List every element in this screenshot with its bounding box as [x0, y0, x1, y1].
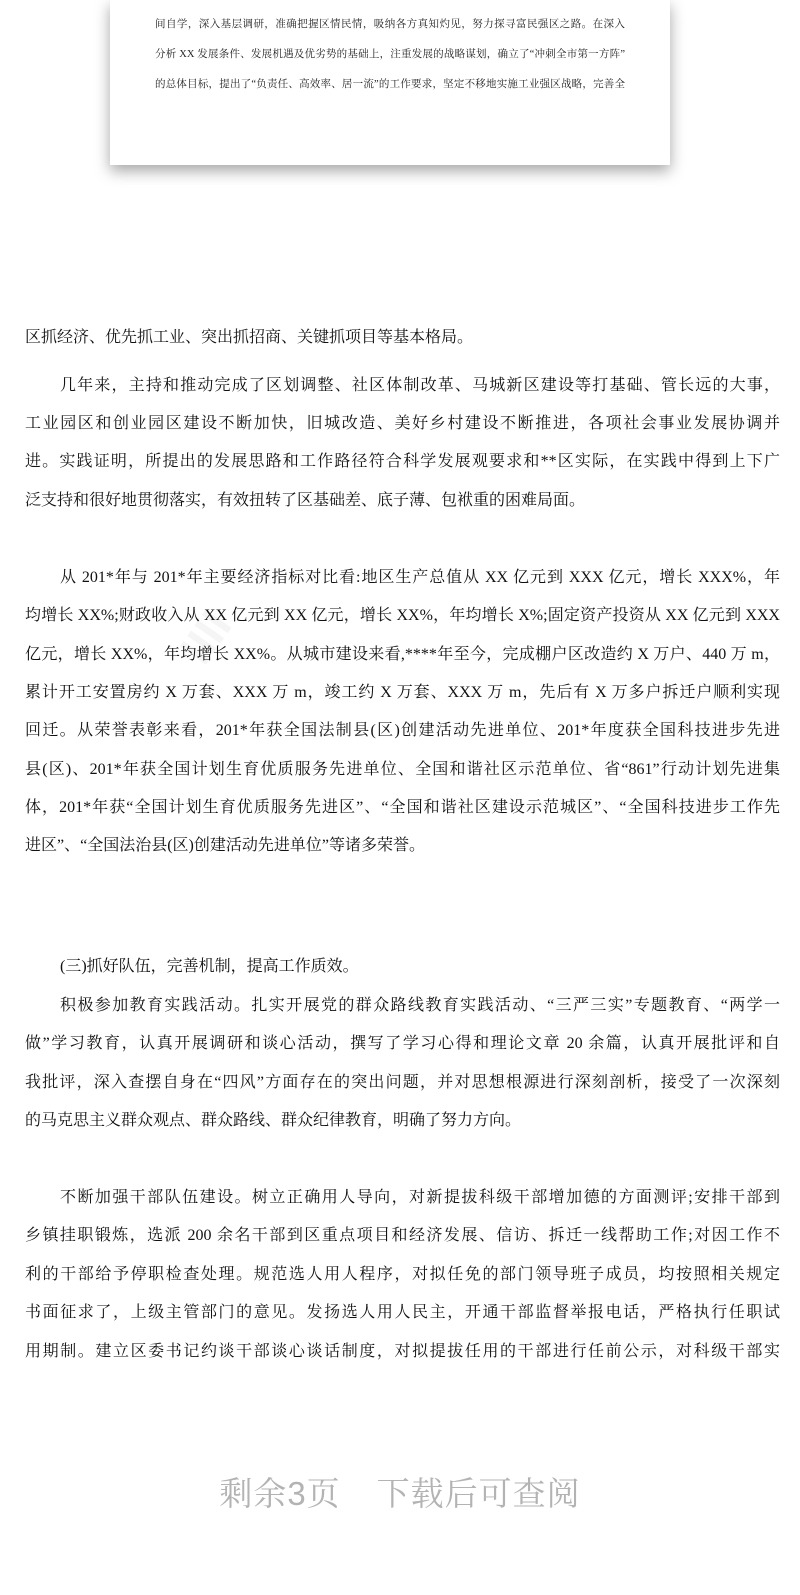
text-line: 泛支持和很好地贯彻落实，有效扭转了区基础差、底子薄、包袱重的困难局面。 [25, 492, 586, 509]
preview-page-card [110, 0, 670, 165]
text-line: 亿元，增长 XX%，年均增长 XX%。从城市建设来看,****年至今，完成棚户区改造约 X 万户、440 万 m， [25, 646, 780, 663]
text-line: 的马克思主义群众观点、群众路线、群众纪律教育，明确了努力方向。 [25, 1112, 522, 1129]
text-line: 工业园区和创业园区建设不断加快，旧城改造、美好乡村建设不断推进，各项社会事业发展协调并 [25, 415, 780, 432]
text-line: 我批评，深入查摆自身在“四风”方面存在的突出问题，并对思想根源进行深刻剖析，接受了一次深刻 [25, 1074, 780, 1091]
text-line: 做”学习教育，认真开展调研和谈心活动，撰写了学习心得和理论文章 20 余篇，认真开展批评和自 [25, 1035, 780, 1052]
text-line: 区抓经济、优先抓工业、突出抓招商、关键抓项目等基本格局。 [25, 329, 474, 346]
text-line: 积极参加教育实践活动。扎实开展党的群众路线教育实践活动、“三严三实”专题教育、“两学一 [60, 997, 780, 1014]
text-line: 从 201*年与 201*年主要经济指标对比看:地区生产总值从 XX 亿元到 XXX 亿元，增长 XXX%，年 [60, 569, 780, 586]
download-to-read-text: 下载后可查阅 [376, 1475, 581, 1512]
text-line: 乡镇挂职锻炼，选派 200 余名干部到区重点项目和经济发展、信访、拆迁一线帮助工作;对因工作不 [25, 1227, 780, 1244]
preview-line: 的总体目标，提出了“负责任、高效率、居一流”的工作要求，坚定不移地实施工业强区战略，完善全 [155, 79, 625, 90]
text-line: 累计开工安置房约 X 万套、XXX 万 m，竣工约 X 万套、XXX 万 m，先后有 X 万多户拆迁户顺利实现 [25, 684, 780, 701]
text-line: 用期制。建立区委书记约谈干部谈心谈话制度，对拟提拔任用的干部进行任前公示，对科级干部实 [25, 1343, 780, 1360]
text-line: 均增长 XX%;财政收入从 XX 亿元到 XX 亿元，增长 XX%，年均增长 X%;固定资产投资从 XX 亿元到 XXX [25, 607, 780, 624]
download-prompt[interactable] [0, 1468, 800, 1515]
text-line: 书面征求了，上级主管部门的意见。发扬选人用人民主，开通干部监督举报电话，严格执行任职试 [25, 1304, 780, 1321]
remaining-pages-text: 剩余3页 [219, 1475, 341, 1512]
preview-line: 分析 XX 发展条件、发展机遇及优劣势的基础上，注重发展的战略谋划，确立了“冲刺全市第一方阵” [155, 49, 625, 60]
text-line: 县(区)、201*年获全国计划生育优质服务先进单位、全国和谐社区示范单位、省“861”行动计划先进集 [25, 761, 780, 778]
text-line: 利的干部给予停职检查处理。规范选人用人程序，对拟任免的部门领导班子成员，均按照相关规定 [25, 1266, 780, 1283]
text-line: 回迁。从荣誉表彰来看，201*年获全国法制县(区)创建活动先进单位、201*年度获全国科技进步先进 [25, 722, 780, 739]
text-line: 几年来，主持和推动完成了区划调整、社区体制改革、马城新区建设等打基础、管长远的大事， [60, 377, 780, 394]
preview-line: 间自学，深入基层调研，准确把握区情民情，吸纳各方真知灼见，努力探寻富民强区之路。在深入 [155, 19, 625, 30]
text-line: 进。实践证明，所提出的发展思路和工作路径符合科学发展观要求和**区实际，在实践中得到上下广 [25, 453, 780, 470]
text-line: 不断加强干部队伍建设。树立正确用人导向，对新提拔科级干部增加德的方面测评;安排干部到 [60, 1189, 780, 1206]
text-line: 体，201*年获“全国计划生育优质服务先进区”、“全国和谐社区建设示范城区”、“全国科技进步工作先 [25, 799, 780, 816]
text-line: 进区”、“全国法治县(区)创建活动先进单位”等诸多荣誉。 [25, 837, 425, 854]
text-line: (三)抓好队伍，完善机制，提高工作质效。 [60, 958, 359, 975]
